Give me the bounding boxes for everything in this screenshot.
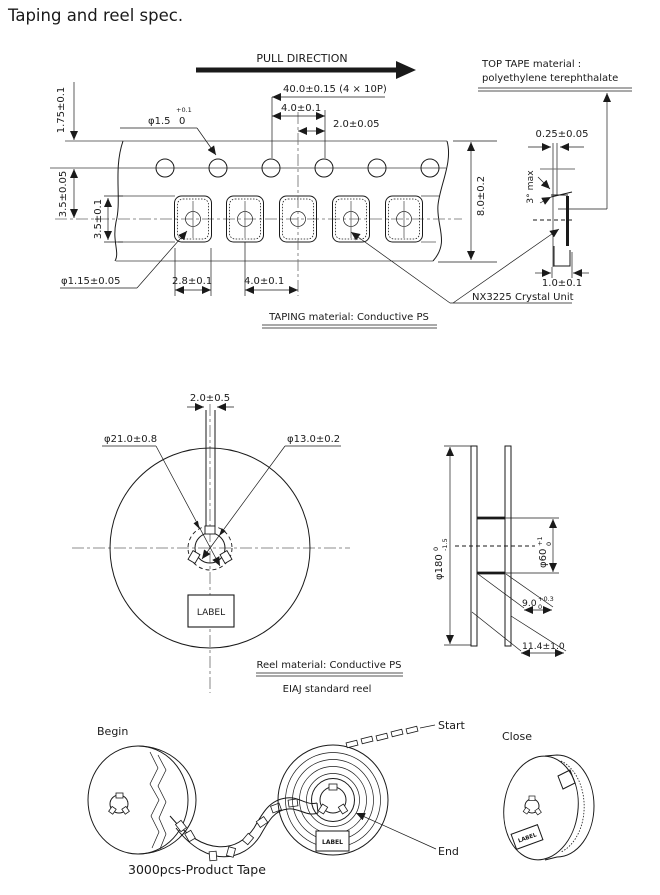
- reel-side-view: [432, 446, 566, 653]
- svg-text:φ1.5: φ1.5: [148, 116, 171, 127]
- dim-sprocket-dia: [120, 106, 216, 155]
- tape-break-right: [433, 141, 449, 261]
- pull-direction-label: PULL DIRECTION: [256, 52, 348, 65]
- dim-reel-hub-dia: [536, 536, 553, 568]
- taping-material-note: [262, 312, 437, 328]
- svg-text:TOP TAPE material :: TOP TAPE material :: [482, 59, 582, 70]
- dim-top-tape-thickness: 0.25±0.05: [535, 129, 589, 140]
- svg-text:+1: +1: [536, 536, 544, 546]
- begin-tape-pockets: [175, 799, 297, 861]
- wound-reel-label-text: LABEL: [322, 839, 343, 846]
- svg-text:Reel material: Conductive PS: Reel material: Conductive PS: [256, 660, 402, 671]
- svg-text:TAPING material: Conductive PS: TAPING material: Conductive PS: [269, 312, 429, 323]
- svg-text:0: 0: [179, 116, 186, 127]
- svg-text:9.0: 9.0: [522, 598, 537, 609]
- dim-pocket-width: 2.8±0.1: [172, 276, 213, 287]
- page-title: Taping and reel spec.: [8, 6, 184, 25]
- begin-reel-illustration: [88, 746, 318, 861]
- svg-text:-1.5: -1.5: [441, 538, 449, 551]
- wound-reel-illustration: [278, 725, 436, 855]
- dim-slot-width: 2.0±0.5: [189, 393, 231, 404]
- tape-pockets: [175, 196, 423, 242]
- dim-total-thickness: 1.0±0.1: [541, 278, 583, 289]
- close-reel-label-box: [511, 825, 543, 850]
- start-label: Start: [438, 719, 465, 732]
- reel-drawing: [72, 393, 566, 695]
- svg-text:φ1.15±0.05: φ1.15±0.05: [61, 276, 121, 287]
- reel-material-note: [256, 660, 403, 695]
- dim-pocket-pitch: 4.0±0.1: [244, 276, 285, 287]
- dim-reel-outer-dia: [432, 538, 449, 580]
- reel-standard-note: EIAJ standard reel: [282, 684, 372, 695]
- dim-sprocket-to-pocket: 2.0±0.05: [333, 119, 380, 130]
- close-reel-label-text: LABEL: [517, 832, 538, 845]
- dim-pitch-10: 40.0±0.15 (4 × 10P): [283, 84, 387, 95]
- tape-drawing: [50, 52, 632, 328]
- svg-text:φ60: φ60: [538, 548, 549, 568]
- dim-reel-outer-width: 11.4±1.0: [522, 641, 565, 652]
- dim-hub-ring-dia: [102, 434, 220, 566]
- reel-label-text: LABEL: [196, 608, 226, 618]
- component-callout: [351, 229, 574, 303]
- tape-outline: [50, 141, 462, 261]
- svg-text:+0.1: +0.1: [176, 106, 192, 114]
- start-tape-dashes: [346, 726, 418, 748]
- svg-text:φ180: φ180: [434, 554, 445, 580]
- svg-text:+0.3: +0.3: [538, 595, 554, 603]
- dim-reel-inner-width: [522, 595, 554, 611]
- svg-text:0: 0: [538, 603, 543, 611]
- close-label: Close: [502, 730, 532, 743]
- dim-center-hole: [60, 231, 187, 288]
- dim-peel-angle: 3° max: [525, 170, 536, 204]
- begin-label: Begin: [97, 725, 129, 738]
- dim-sprocket-to-center: 3.5±0.05: [58, 170, 69, 218]
- reel-front-view: [72, 393, 350, 693]
- svg-text:φ13.0±0.2: φ13.0±0.2: [287, 434, 341, 445]
- winding-drawing: [88, 719, 594, 877]
- svg-text:NX3225 Crystal Unit: NX3225 Crystal Unit: [472, 292, 574, 303]
- dim-edge-to-sprocket: 1.75±0.1: [56, 86, 67, 134]
- svg-text:0: 0: [545, 541, 553, 546]
- svg-text:polyethylene terephthalate: polyethylene terephthalate: [482, 73, 619, 84]
- svg-text:0: 0: [432, 546, 440, 551]
- close-reel-illustration: [498, 752, 594, 864]
- end-label: End: [438, 845, 459, 858]
- svg-text:φ21.0±0.8: φ21.0±0.8: [104, 434, 158, 445]
- tape-break-left: [115, 141, 123, 261]
- dim-pocket-length: 3.5±0.1: [93, 198, 104, 240]
- dim-sprocket-pitch: 4.0±0.1: [281, 103, 322, 114]
- dim-tape-width: 8.0±0.2: [476, 175, 487, 217]
- product-tape-caption: 3000pcs-Product Tape: [128, 862, 266, 877]
- close-reel-tape-tab: [558, 770, 575, 789]
